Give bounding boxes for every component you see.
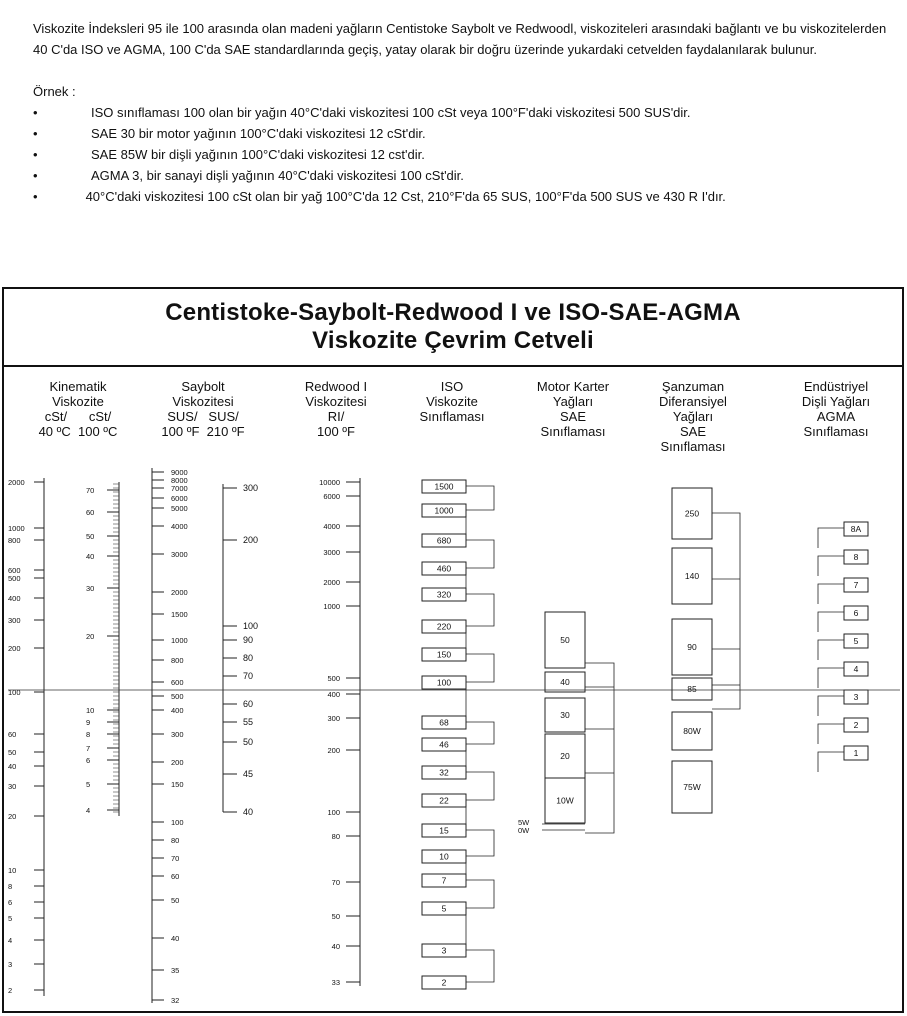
- iso-bracket: [466, 880, 494, 908]
- redwood-tick-label: 2000: [323, 578, 340, 587]
- cst40-tick-label: 8: [8, 882, 13, 891]
- agma-bracket: [818, 556, 844, 576]
- cst40-tick-label: 800: [8, 536, 21, 545]
- iso-grade-label: 680: [436, 535, 452, 546]
- redwood-tick-label: 33: [331, 978, 340, 987]
- motor-grade-label: 40: [560, 677, 570, 687]
- sus100-tick-label: 35: [171, 966, 180, 975]
- agma-grade-label: 7: [853, 580, 859, 590]
- cst100-tick-label: 6: [86, 756, 91, 765]
- redwood-tick-label: 400: [327, 690, 340, 699]
- sus210-tick-label: 200: [243, 535, 259, 545]
- redwood-tick-label: 80: [331, 832, 340, 841]
- redwood-tick-label: 70: [331, 878, 340, 887]
- sus100-tick-label: 60: [171, 872, 180, 881]
- sus100-tick-label: 200: [171, 758, 184, 767]
- agma-grade-label: 4: [853, 664, 859, 674]
- gear-grade-label: 140: [684, 571, 700, 581]
- cst40-tick-label: 400: [8, 594, 21, 603]
- redwood-tick-label: 1000: [323, 602, 340, 611]
- iso-grade-label: 15: [439, 825, 449, 836]
- cst40-tick-label: 100: [8, 688, 21, 697]
- agma-grade-label: 6: [853, 608, 859, 618]
- cst100-tick-label: 20: [86, 632, 95, 641]
- gear-grade-label: 85: [687, 684, 697, 694]
- sus100-tick-label: 5000: [171, 504, 188, 513]
- example-item: • SAE 30 bir motor yağının 100°C'daki viskozitesi 12 cSt'dir.: [33, 126, 426, 141]
- sus210-tick-label: 70: [243, 671, 254, 681]
- sus100-tick-label: 8000: [171, 476, 188, 485]
- iso-bracket: [466, 594, 494, 626]
- iso-grade-label: 1500: [434, 481, 454, 492]
- cst100-tick-label: 60: [86, 508, 95, 517]
- cst40-tick-label: 10: [8, 866, 17, 875]
- redwood-tick-label: 200: [327, 746, 340, 755]
- iso-bracket: [466, 950, 494, 982]
- agma-grade-label: 5: [853, 636, 859, 646]
- gear-grade-label: 250: [684, 508, 700, 519]
- sus210-tick-label: 80: [243, 653, 254, 663]
- sus100-tick-label: 1000: [171, 636, 188, 645]
- motor-bracket: [585, 663, 614, 833]
- cst40-tick-label: 2: [8, 986, 13, 995]
- header-kinematic: Kinematik Viskozite cSt/ cSt/ 40 ºC 100 ºC: [38, 379, 118, 439]
- motor-grade-label: 5W: [518, 818, 530, 827]
- cst40-tick-label: 4: [8, 936, 13, 945]
- cst100-tick-label: 4: [86, 806, 91, 815]
- cst100-tick-label: 30: [86, 584, 95, 593]
- example-item: • 40°C'daki viskozitesi 100 cSt olan bir yağ 100°C'da 12 Cst, 210°F'da 65 SUS, 100°F'da 500 SUS ve 430 R I'dır.: [33, 189, 726, 204]
- example-item: • ISO sınıflaması 100 olan bir yağın 40°C'daki viskozitesi 100 cSt veya 100°F'daki viskozitesi 500 SUS'dir.: [33, 105, 691, 120]
- iso-grade-label: 46: [439, 739, 449, 750]
- sus100-tick-label: 800: [171, 656, 184, 665]
- gear-grade-label: 90: [687, 642, 697, 652]
- header-redwood: Redwood I Viskozitesi RI/ 100 ºF: [304, 379, 368, 439]
- sus100-tick-label: 400: [171, 706, 184, 715]
- cst40-tick-label: 30: [8, 782, 17, 791]
- header-saybolt: Saybolt Viskozitesi SUS/ SUS/ 100 ºF 210 ºF: [161, 379, 245, 439]
- motor-grade-label: 20: [560, 751, 570, 761]
- agma-bracket: [818, 724, 844, 744]
- agma-grade-label: 2: [853, 720, 859, 730]
- redwood-tick-label: 10000: [319, 478, 340, 487]
- agma-grade-label: 1: [853, 748, 859, 758]
- cst40-tick-label: 2000: [8, 478, 25, 487]
- iso-grade-label: 68: [439, 717, 449, 728]
- iso-grade-label: 320: [436, 589, 452, 600]
- sus100-tick-label: 600: [171, 678, 184, 687]
- cst40-tick-label: 3: [8, 960, 13, 969]
- redwood-tick-label: 500: [327, 674, 340, 683]
- sus100-tick-label: 40: [171, 934, 180, 943]
- redwood-tick-label: 3000: [323, 548, 340, 557]
- sus210-tick-label: 300: [243, 483, 259, 493]
- agma-bracket: [818, 696, 844, 716]
- redwood-tick-label: 4000: [323, 522, 340, 531]
- agma-bracket: [818, 584, 844, 604]
- sus210-tick-label: 45: [243, 769, 254, 779]
- iso-grade-label: 5: [441, 903, 447, 914]
- iso-bracket: [466, 722, 494, 744]
- example-item: • SAE 85W bir dişli yağının 100°C'daki viskozitesi 12 cst'dir.: [33, 147, 425, 162]
- sus100-tick-label: 70: [171, 854, 180, 863]
- cst100-tick-label: 5: [86, 780, 91, 789]
- cst40-tick-label: 200: [8, 644, 21, 653]
- redwood-tick-label: 40: [331, 942, 340, 951]
- agma-bracket: [818, 752, 844, 772]
- cst100-tick-label: 70: [86, 486, 95, 495]
- cst40-tick-label: 20: [8, 812, 17, 821]
- iso-bracket: [466, 654, 494, 682]
- sus100-tick-label: 2000: [171, 588, 188, 597]
- cst100-tick-label: 7: [86, 744, 91, 753]
- iso-bracket: [466, 486, 494, 510]
- cst40-tick-label: 6: [8, 898, 13, 907]
- cst100-tick-label: 8: [86, 730, 91, 739]
- cst100-tick-label: 9: [86, 718, 91, 727]
- motor-grade-label: 0W: [518, 826, 530, 835]
- iso-grade-label: 150: [436, 649, 452, 660]
- sus100-tick-label: 100: [171, 818, 184, 827]
- agma-grade-label: 8A: [850, 524, 862, 534]
- iso-grade-label: 22: [439, 795, 449, 806]
- sus100-tick-label: 500: [171, 692, 184, 701]
- cst40-tick-label: 1000: [8, 524, 25, 533]
- iso-grade-label: 3: [441, 945, 447, 956]
- sus100-tick-label: 1500: [171, 610, 188, 619]
- header-iso: ISO Viskozite Sınıflaması: [419, 379, 485, 424]
- agma-grade-label: 3: [853, 692, 859, 702]
- iso-grade-label: 460: [436, 563, 452, 574]
- sus100-tick-label: 9000: [171, 468, 188, 477]
- cst40-tick-label: 5: [8, 914, 13, 923]
- cst40-tick-label: 60: [8, 730, 17, 739]
- sus100-tick-label: 6000: [171, 494, 188, 503]
- agma-grade-label: 8: [853, 552, 859, 562]
- header-agma: Endüstriyel Dişli Yağları AGMA Sınıflaması: [801, 379, 871, 439]
- cst40-tick-label: 40: [8, 762, 17, 771]
- gear-bracket: [712, 513, 740, 709]
- cst40-tick-label: 600: [8, 566, 21, 575]
- agma-bracket: [818, 528, 844, 548]
- redwood-tick-label: 100: [327, 808, 340, 817]
- gear-grade-label: 80W: [683, 726, 701, 736]
- sus100-tick-label: 4000: [171, 522, 188, 531]
- conversion-chart: [2, 287, 904, 1013]
- header-gear: Şanzuman Diferansiyel Yağları SAE Sınıflaması: [659, 379, 727, 454]
- sus100-tick-label: 32: [171, 996, 180, 1005]
- iso-bracket: [466, 772, 494, 800]
- iso-grade-label: 1000: [434, 505, 454, 516]
- iso-bracket: [466, 830, 494, 856]
- redwood-tick-label: 6000: [323, 492, 340, 501]
- iso-grade-label: 2: [441, 977, 447, 988]
- iso-bracket: [466, 540, 494, 568]
- sus100-tick-label: 3000: [171, 550, 188, 559]
- scales-svg: [4, 289, 902, 1011]
- gear-grade-label: 75W: [683, 782, 701, 792]
- chart-title: Centistoke-Saybolt-Redwood I ve ISO-SAE-AGMA Viskozite Çevrim Cetveli: [4, 289, 902, 367]
- motor-grade-label: 50: [560, 635, 570, 645]
- agma-bracket: [818, 612, 844, 632]
- sus100-tick-label: 7000: [171, 484, 188, 493]
- iso-grade-label: 220: [436, 621, 452, 632]
- sus210-tick-label: 50: [243, 737, 254, 747]
- intro-paragraph: Viskozite İndeksleri 95 ile 100 arasında olan madeni yağların Centistoke Saybolt ve Redwoodl, viskoziteleri arasındaki bağlantı ve bu viskozitelerden 40 C'da ISO ve AGMA, 100 C'da SAE standardlarında geçiş, yatay olarak bir doğru üzerinde yukardaki cetvelden faydalanılarak bulunur.: [33, 21, 887, 57]
- sus210-tick-label: 100: [243, 621, 259, 631]
- iso-grade-label: 32: [439, 767, 449, 778]
- redwood-tick-label: 50: [331, 912, 340, 921]
- iso-grade-label: 10: [439, 851, 449, 862]
- intro-text: [33, 18, 893, 207]
- example-label: Örnek :: [33, 84, 76, 99]
- sus210-tick-label: 90: [243, 635, 254, 645]
- motor-grade-label: 10W: [556, 795, 574, 806]
- sus100-tick-label: 50: [171, 896, 180, 905]
- cst100-tick-label: 10: [86, 706, 95, 715]
- sus100-tick-label: 80: [171, 836, 180, 845]
- agma-bracket: [818, 668, 844, 688]
- agma-bracket: [818, 640, 844, 660]
- sus100-tick-label: 300: [171, 730, 184, 739]
- cst100-tick-label: 50: [86, 532, 95, 541]
- cst40-tick-label: 300: [8, 616, 21, 625]
- example-item: • AGMA 3, bir sanayi dişli yağının 40°C'daki viskozitesi 100 cSt'dir.: [33, 168, 464, 183]
- header-motor: Motor Karter Yağları SAE Sınıflaması: [536, 379, 610, 439]
- iso-grade-label: 7: [441, 875, 447, 886]
- sus100-tick-label: 150: [171, 780, 184, 789]
- cst40-tick-label: 500: [8, 574, 21, 583]
- sus210-tick-label: 55: [243, 717, 254, 727]
- sus210-tick-label: 60: [243, 699, 254, 709]
- cst40-tick-label: 50: [8, 748, 17, 757]
- cst100-tick-label: 40: [86, 552, 95, 561]
- redwood-tick-label: 300: [327, 714, 340, 723]
- motor-grade-label: 30: [560, 710, 570, 720]
- sus210-tick-label: 40: [243, 807, 254, 817]
- iso-grade-label: 100: [436, 677, 452, 688]
